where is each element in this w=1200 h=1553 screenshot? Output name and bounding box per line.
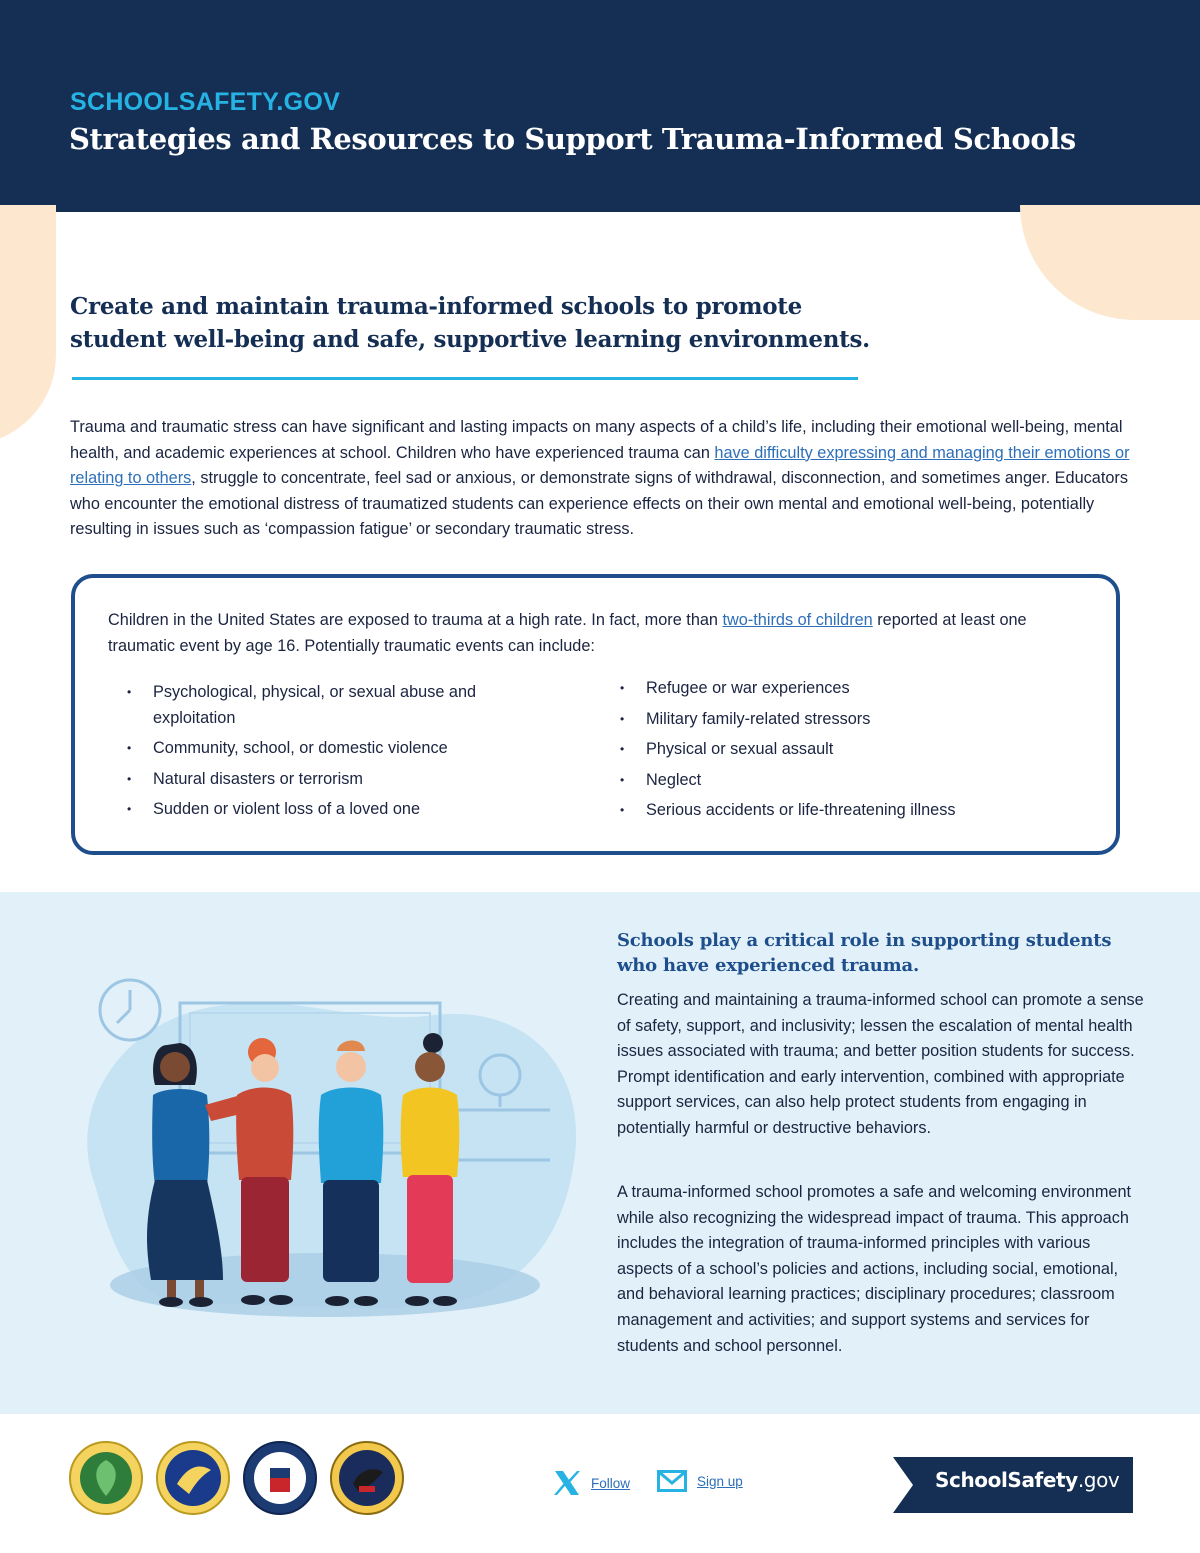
box-intro [108, 608, 1098, 659]
list-item-text: Neglect [646, 770, 702, 789]
intro-heading [70, 290, 870, 356]
bullet-icon: • [620, 772, 625, 787]
intro-para-after: , struggle to concentrate, feel sad or anxious, or demonstrate signs of withdrawal, disconnection, and sometimes anger. Educators who encounter the emotional distress of traumatized students can experience effects on their own mental and emotional well-being, potentially resulting in issues such as ‘compassion fatigue’ or secondary traumatic stress. [70, 469, 1128, 539]
follow-link[interactable]: Follow [591, 1475, 631, 1491]
box-intro-before: Children in the United States are exposed to trauma at a high rate. In fact, more than [108, 611, 723, 629]
two-thirds-link[interactable]: two-thirds of children [722, 611, 873, 629]
list-item [602, 676, 1072, 702]
bullet-icon: • [620, 711, 625, 726]
list-item-text: Physical or sexual assault [646, 740, 834, 759]
list-item-text: Military family-related stressors [646, 709, 871, 728]
lower-heading: Schools play a critical role in supporting students who have experienced trauma. [617, 930, 1112, 976]
lower-paragraph-2: A trauma-informed school promotes a safe and welcoming environment while also recognizing the widespread impact of trauma. This approach includes the integration of trauma-informed principles with various aspects of a school’s policies and actions, including social, emotional, and behavioral learning practices; disciplinary procedures; classroom management and activities; and support systems and services for students and school personnel. [617, 1183, 1132, 1355]
box-intro-after: reported at least one traumatic event by age 16. Potentially traumatic events can include: [108, 611, 1027, 655]
list-item-text: Psychological, physical, or sexual abuse and exploitation [153, 683, 477, 727]
list-item-text: Community, school, or domestic violence [153, 739, 448, 758]
list-item-text: Sudden or violent loss of a loved one [153, 800, 421, 819]
bullet-icon: • [620, 803, 625, 818]
list-item [109, 767, 539, 793]
list-item [109, 680, 539, 731]
page-title: Strategies and Resources to Support Trauma-Informed Schools [69, 122, 1076, 156]
list-item [109, 736, 539, 762]
x-logo-icon[interactable] [553, 1470, 581, 1496]
signup-link[interactable]: Sign up [697, 1473, 743, 1489]
bullet-icon: • [620, 681, 625, 695]
emotions-link[interactable]: have difficulty expressing and managing their emotions or relating to others [70, 443, 1130, 488]
decorative-blob-left [0, 205, 56, 445]
bullet-icon: • [127, 771, 132, 786]
site-name: SCHOOLSAFETY.GOV [70, 88, 341, 116]
education-seal-icon [68, 1440, 144, 1516]
hhs-seal-icon [155, 1440, 231, 1516]
bullet-list-left [109, 680, 539, 828]
page-header [0, 0, 1200, 212]
bullet-list-right [602, 676, 1072, 829]
brand-logo-text[interactable] [935, 1468, 1119, 1492]
intro-para-before: Trauma and traumatic stress can have significant and lasting impacts on many aspects of a child’s life, including their emotional well-being, mental health, and academic experiences at school. Children who have experienced trauma can [70, 418, 1123, 462]
list-item-text: Refugee or war experiences [646, 679, 850, 697]
trauma-events-box [71, 574, 1120, 855]
students-illustration [55, 955, 600, 1335]
list-item [602, 798, 1072, 824]
mail-icon[interactable] [657, 1470, 687, 1492]
intro-heading-line1: Create and maintain trauma-informed schools to promote [70, 293, 802, 320]
doj-seal-icon [329, 1440, 405, 1516]
intro-divider [72, 377, 858, 380]
bullet-icon: • [127, 802, 132, 817]
list-item-text: Natural disasters or terrorism [153, 769, 363, 788]
intro-paragraph [70, 415, 1140, 543]
bullet-icon: • [620, 742, 625, 757]
signup-group [657, 1470, 743, 1492]
lower-paragraph-1: Creating and maintaining a trauma-informed school can promote a sense of safety, support, and inclusivity; lessen the escalation of mental health issues associated with trauma; and better position students for success. Prompt identification and early intervention, combined with appropriate support services, can also help protect students from engaging in potentially harmful or destructive behaviors. [617, 991, 1144, 1137]
list-item [602, 768, 1072, 794]
brand-bold: SchoolSafety [935, 1468, 1078, 1492]
bullet-icon: • [127, 741, 132, 756]
dhs-seal-icon [242, 1440, 318, 1516]
list-item-text: Serious accidents or life-threatening illness [646, 801, 956, 820]
decorative-blob-right [1020, 205, 1200, 320]
list-item [109, 797, 539, 823]
follow-group [553, 1470, 630, 1496]
list-item [602, 707, 1072, 733]
intro-heading-line2: student well-being and safe, supportive learning environments. [70, 326, 870, 353]
bullet-icon: • [127, 685, 132, 699]
list-item [602, 737, 1072, 763]
brand-rest: .gov [1077, 1468, 1120, 1492]
